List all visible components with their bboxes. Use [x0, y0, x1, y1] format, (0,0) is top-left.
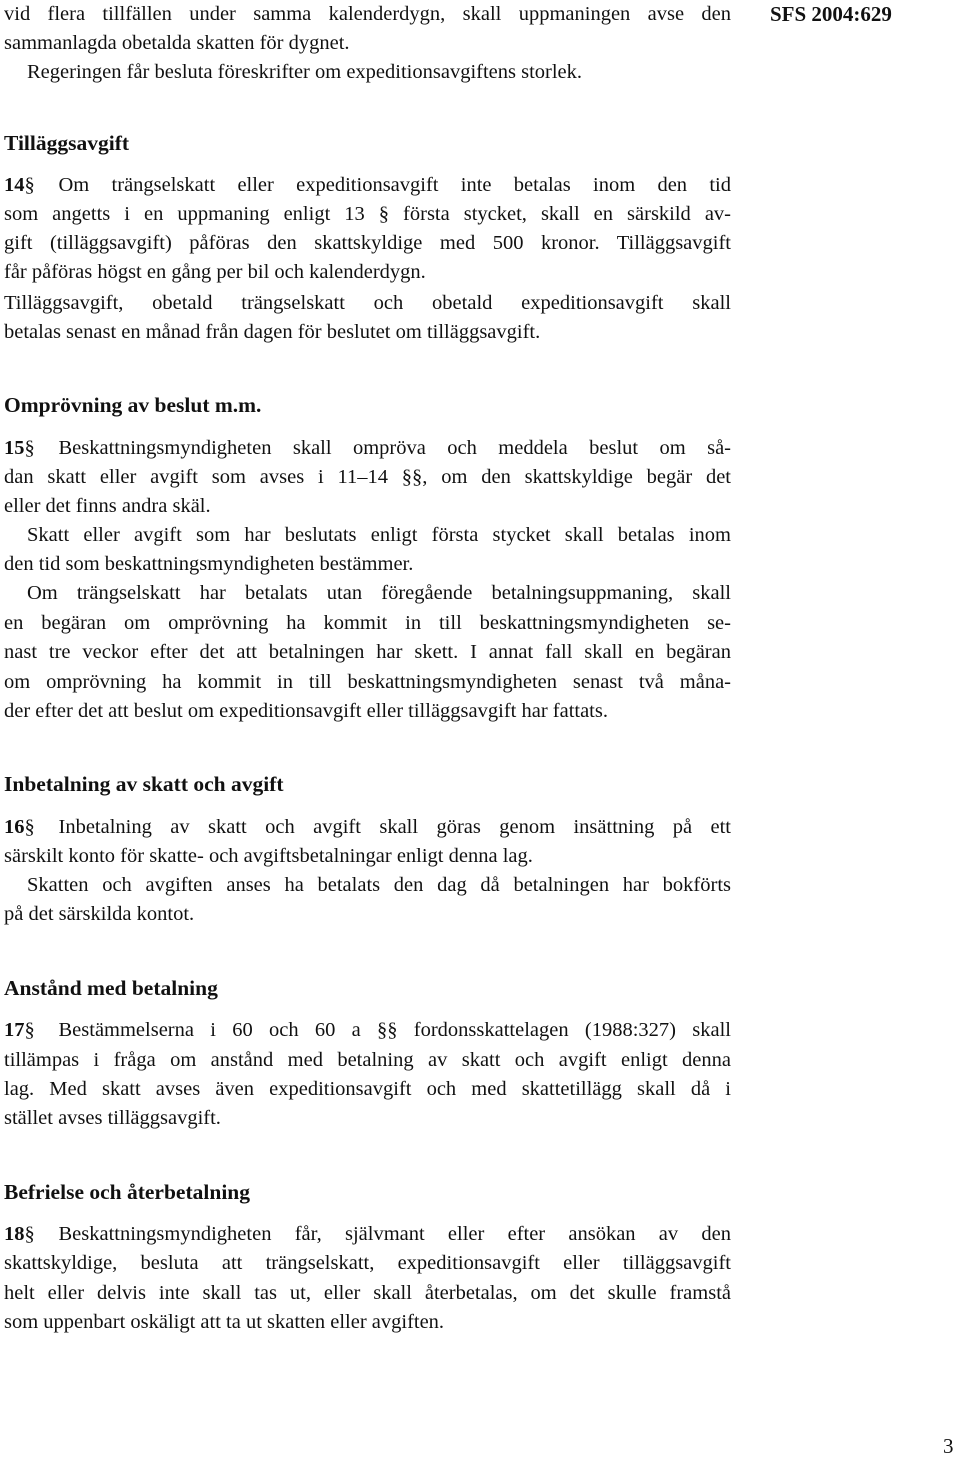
- paragraph-text: Inbetalning av skatt och avgift skall göras genom insättning på ett: [58, 816, 731, 838]
- paragraph-line: Om trängselskatt har betalats utan föregående betalningsuppmaning, skall: [27, 582, 731, 604]
- page-number: 3: [943, 1434, 954, 1458]
- paragraph-line: helt eller delvis inte skall tas ut, eller skall återbetalas, om det skulle framstå: [4, 1282, 731, 1304]
- paragraph-first-line: [4, 171, 731, 200]
- paragraph-line: får påföras högst en gång per bil och kalenderdygn.: [4, 261, 426, 283]
- paragraph-line: på det särskilda kontot.: [4, 903, 195, 925]
- section-heading: Inbetalning av skatt och avgift: [4, 772, 284, 796]
- paragraph-line: särskilt konto för skatte- och avgiftsbetalningar enligt denna lag.: [4, 845, 533, 867]
- section-sign-icon: §: [24, 1019, 35, 1041]
- section-sign-icon: §: [24, 816, 35, 838]
- intro-line: Regeringen får besluta föreskrifter om expeditionsavgiftens storlek.: [27, 61, 583, 83]
- paragraph-line: dan skatt eller avgift som avses i 11–14 §§, om den skattskyldige begär det: [4, 466, 731, 488]
- paragraph-first-line: [4, 1220, 731, 1249]
- section-sign-icon: §: [24, 1223, 35, 1245]
- paragraph-line: Skatt eller avgift som har beslutats enligt första stycket skall betalas inom: [27, 524, 731, 546]
- paragraph-line: nast tre veckor efter det att betalningen har skett. I annat fall skall en begäran: [4, 641, 731, 663]
- paragraph-number: 14: [4, 174, 25, 196]
- section-heading: Befrielse och återbetalning: [4, 1180, 251, 1204]
- paragraph-first-line: [4, 813, 731, 842]
- paragraph-number: 18: [4, 1223, 25, 1245]
- paragraph-line: der efter det att beslut om expeditionsavgift eller tilläggsavgift har fattats.: [4, 700, 608, 722]
- paragraph-line: en begäran om omprövning ha kommit in till beskattningsmyndigheten se-: [4, 612, 731, 634]
- paragraph-number: 17: [4, 1019, 25, 1041]
- paragraph-text: Beskattningsmyndigheten skall ompröva och meddela beslut om så-: [58, 437, 731, 459]
- section-sign-icon: §: [24, 174, 35, 196]
- intro-line: sammanlagda obetalda skatten för dygnet.: [4, 32, 350, 54]
- paragraph-line: som angetts i en uppmaning enligt 13 § första stycket, skall en särskild av-: [4, 203, 731, 225]
- paragraph-line: betalas senast en månad från dagen för beslutet om tilläggsavgift.: [4, 321, 541, 343]
- sfs-reference: SFS 2004:629: [770, 2, 892, 26]
- paragraph-text: Om trängselskatt eller expeditionsavgift inte betalas inom den tid: [58, 174, 731, 196]
- paragraph-number: 15: [4, 437, 25, 459]
- intro-line: vid flera tillfällen under samma kalenderdygn, skall uppmaningen avse den: [4, 3, 731, 25]
- section-sign-icon: §: [24, 437, 35, 459]
- paragraph-line: lag. Med skatt avses även expeditionsavgift och med skattetillägg skall då i: [4, 1078, 731, 1100]
- paragraph-number: 16: [4, 816, 25, 838]
- paragraph-line: Tilläggsavgift, obetald trängselskatt och obetald expeditionsavgift skall: [4, 292, 731, 314]
- paragraph-line: gift (tilläggsavgift) påföras den skattskyldige med 500 kronor. Tilläggsavgift: [4, 232, 731, 254]
- paragraph-text: Bestämmelserna i 60 och 60 a §§ fordonsskattelagen (1988:327) skall: [58, 1019, 731, 1041]
- paragraph-line: om omprövning ha kommit in till beskattningsmyndigheten senast två måna-: [4, 671, 731, 693]
- paragraph-line: den tid som beskattningsmyndigheten bestämmer.: [4, 553, 414, 575]
- paragraph-line: tillämpas i fråga om anstånd med betalning av skatt och avgift enligt denna: [4, 1049, 731, 1071]
- paragraph-text: Beskattningsmyndigheten får, självmant eller efter ansökan av den: [58, 1223, 731, 1245]
- paragraph-line: eller det finns andra skäl.: [4, 495, 211, 517]
- paragraph-line: Skatten och avgiften anses ha betalats den dag då betalningen har bokförts: [27, 874, 731, 896]
- paragraph-line: stället avses tilläggsavgift.: [4, 1107, 221, 1129]
- section-heading: Tilläggsavgift: [4, 131, 130, 155]
- paragraph-line: skattskyldige, besluta att trängselskatt, expeditionsavgift eller tilläggsavgift: [4, 1252, 731, 1274]
- section-heading: Anstånd med betalning: [4, 976, 218, 1000]
- paragraph-line: som uppenbart oskäligt att ta ut skatten eller avgiften.: [4, 1311, 445, 1333]
- paragraph-first-line: [4, 1016, 731, 1045]
- section-heading: Omprövning av beslut m.m.: [4, 393, 262, 417]
- paragraph-first-line: [4, 434, 731, 463]
